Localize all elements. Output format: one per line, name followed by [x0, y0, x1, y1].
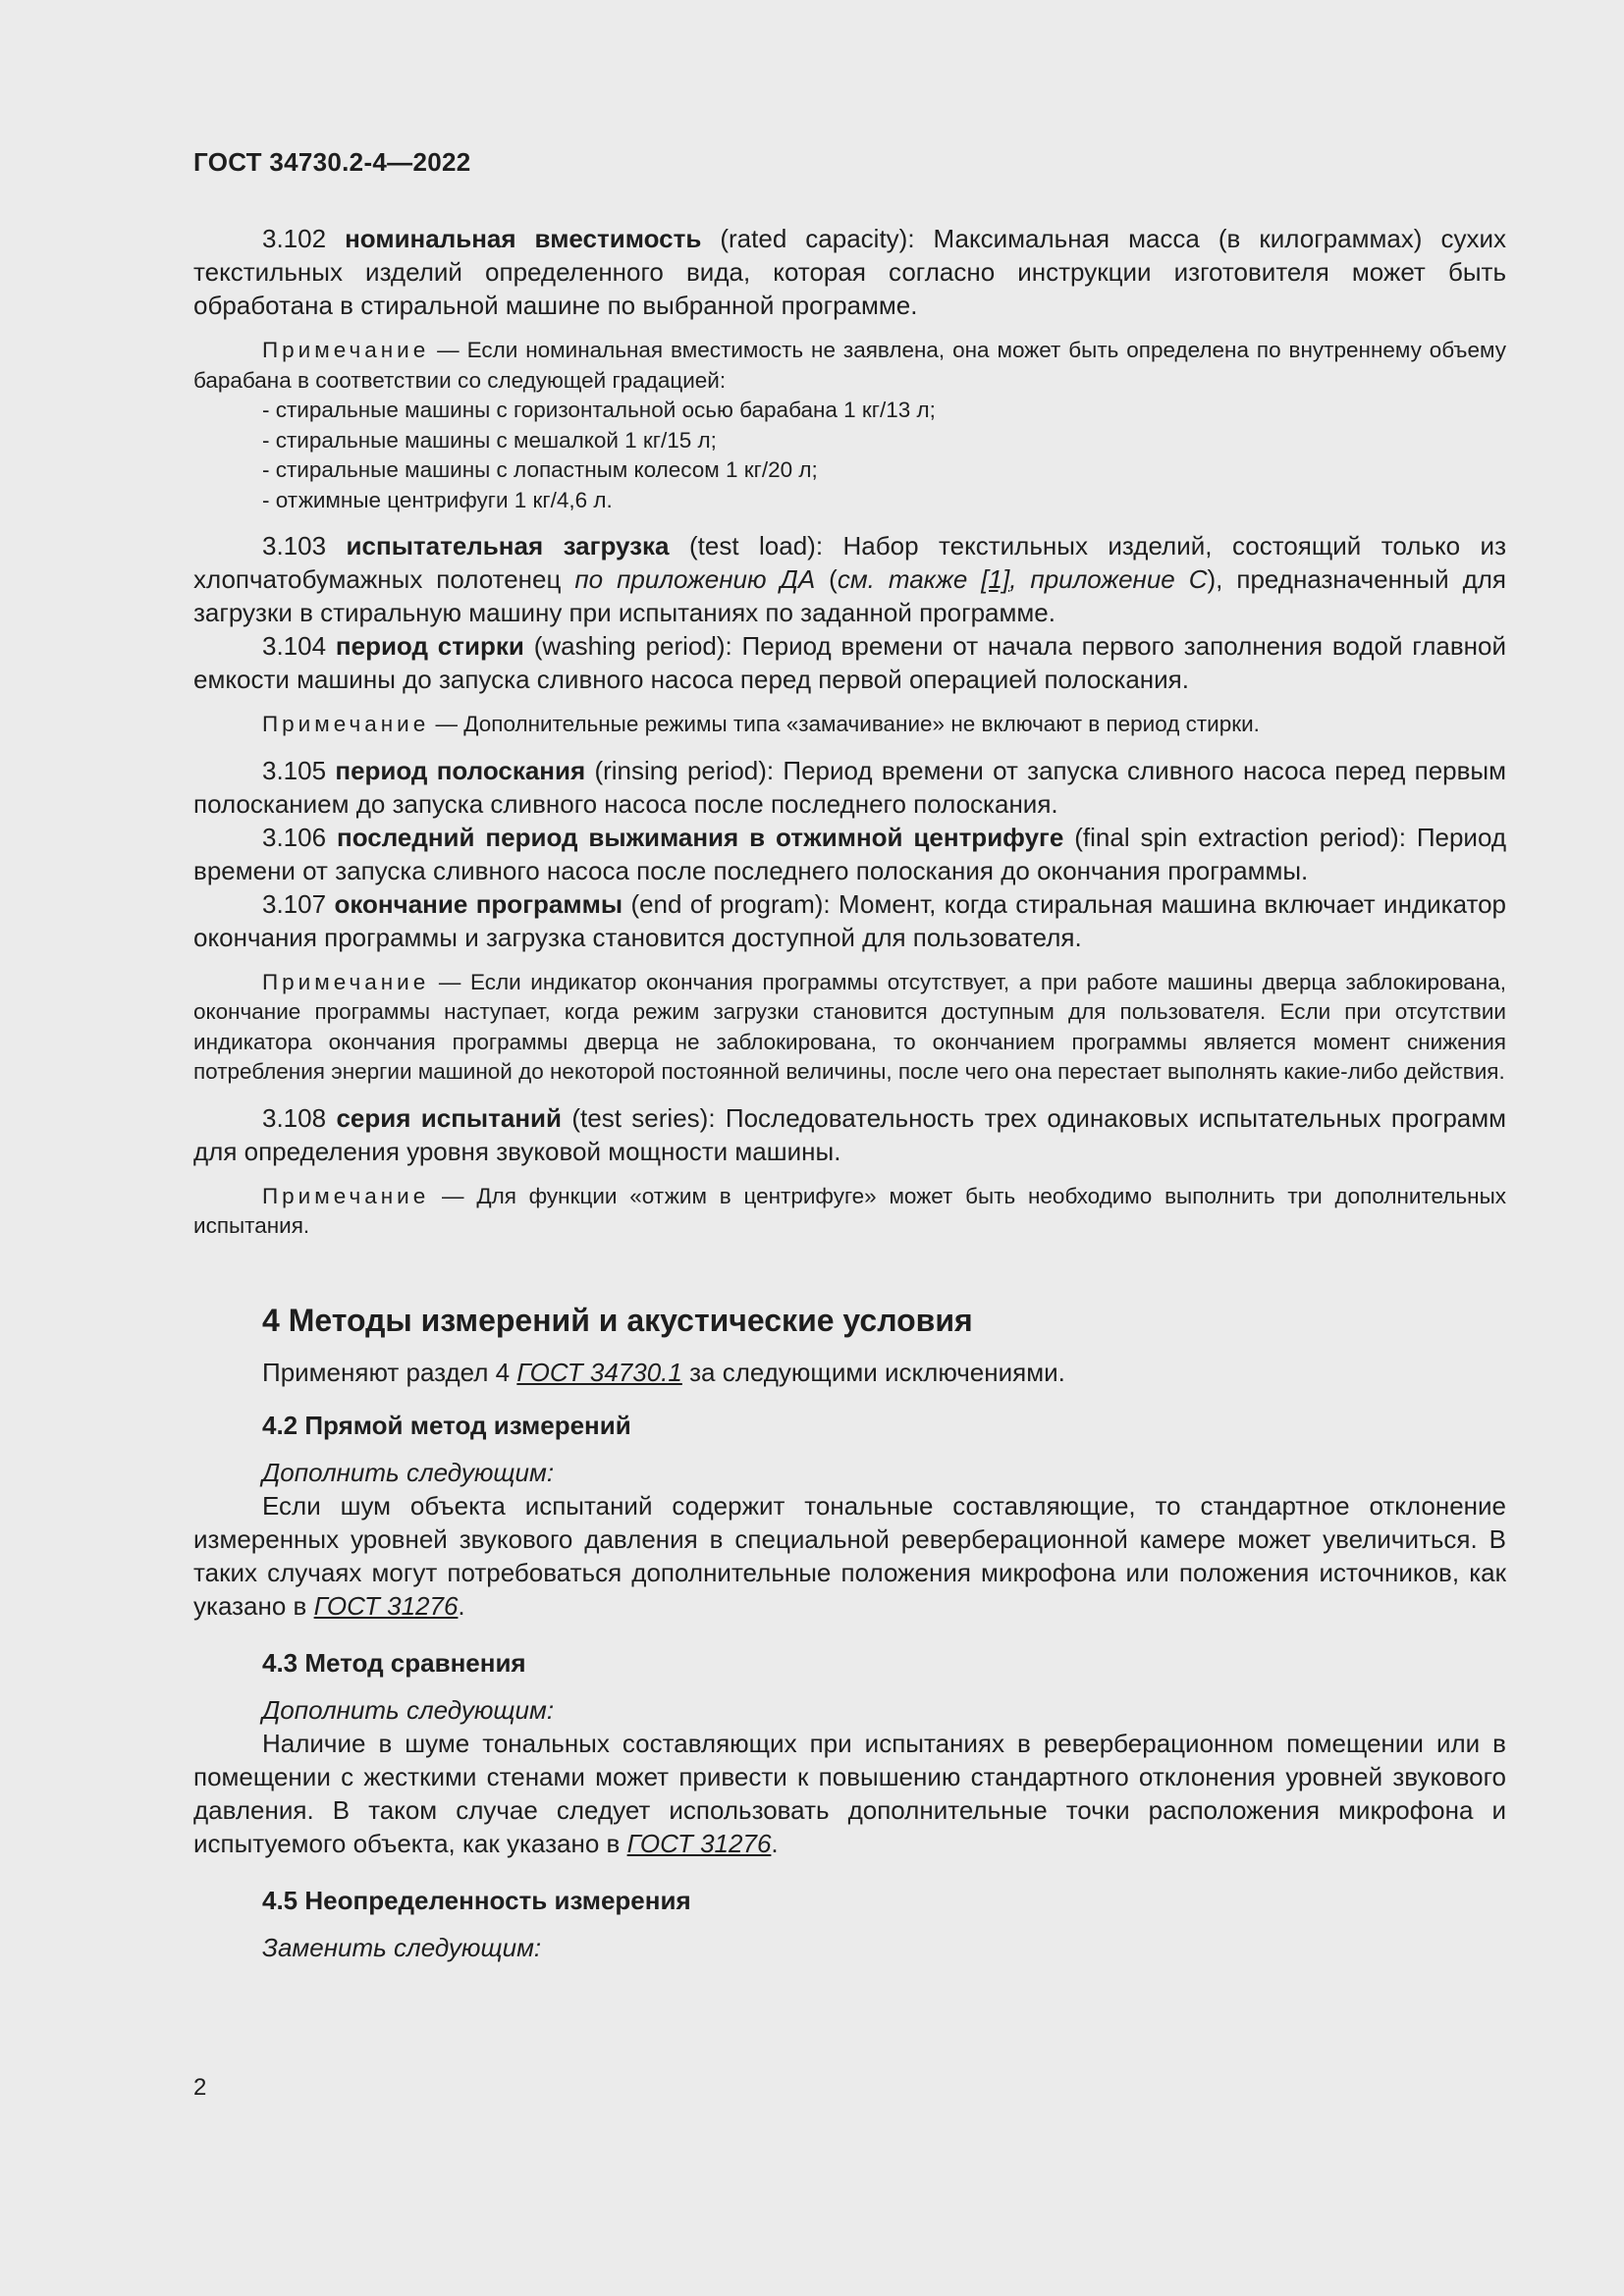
- note-text: Если номинальная вместимость не заявлена, она может быть определена по внутреннему объему барабана в соответствии со следующей градацией:: [193, 338, 1506, 393]
- note-label: Примечание: [262, 338, 430, 362]
- term-definition: (end of program): Момент, когда стиральная машина включает индикатор окончания программы и загрузка становится доступной для пользователя.: [193, 888, 1506, 952]
- term-definition: (rated capacity): Максимальная масса (в килограммах) сухих текстильных изделий определенного вида, которая согласно инструкции изготовителя может быть обработана в стиральной машине по выбранной программе.: [193, 224, 1506, 320]
- subsection-4-2-title: 4.2 Прямой метод измерений: [262, 1410, 631, 1440]
- note-label: Примечание: [262, 712, 430, 736]
- term-definition: (test load): Набор текстильных изделий, состоящий только из хлопчатобумажных полотенец: [193, 531, 1506, 594]
- gost-34730-1-link[interactable]: ГОСТ 34730.1: [516, 1357, 682, 1387]
- intro-text-end: за следующими исключениями.: [689, 1357, 1065, 1387]
- gost-31276-link[interactable]: ГОСТ 31276: [313, 1590, 459, 1621]
- subsection-4-5-title: 4.5 Неопределенность измерения: [262, 1885, 691, 1915]
- period: .: [771, 1828, 779, 1858]
- note-text: Дополнительные режимы типа «замачивание» не включают в период стирки.: [463, 712, 1260, 736]
- term-definition: (rinsing period): Период времени от запуска сливного насоса перед первым полосканием до запуска сливного насоса после последнего полоскания.: [193, 755, 1506, 819]
- term-3-106: [193, 821, 1506, 887]
- bibliography-link[interactable]: [1]: [981, 564, 1010, 594]
- note-dash: —: [429, 1183, 477, 1208]
- term-name: последний период выжимания в отжимной центрифуге: [337, 822, 1064, 852]
- paren-open: (: [829, 564, 838, 594]
- note-dash: —: [429, 969, 470, 994]
- document-header: ГОСТ 34730.2-4—2022: [193, 147, 471, 177]
- term-3-103: [193, 529, 1506, 629]
- see-also-text: см. также: [837, 564, 968, 594]
- period: .: [458, 1590, 465, 1621]
- term-name: серия испытаний: [336, 1102, 562, 1133]
- term-number: 3.108: [262, 1102, 327, 1133]
- list-item: - стиральные машины с мешалкой 1 кг/15 л;: [262, 427, 717, 453]
- intro-text: Применяют раздел 4: [262, 1357, 511, 1387]
- section-4-title: 4 Методы измерений и акустические условия: [262, 1302, 973, 1338]
- term-number: 3.103: [262, 531, 327, 561]
- note-label: Примечание: [262, 1183, 430, 1208]
- subsection-4-2-instruction: Дополнить следующим:: [262, 1457, 555, 1487]
- subsection-4-3-title: 4.3 Метод сравнения: [262, 1647, 526, 1678]
- term-number: 3.104: [262, 631, 327, 661]
- note-end-program: [193, 968, 1506, 1088]
- note-dash: —: [429, 712, 464, 736]
- term-definition-end: ), предназначенный для загрузки в стиральную машину при испытаниях по заданной программе.: [193, 564, 1506, 627]
- note-text: Для функции «отжим в центрифуге» может быть необходимо выполнить три дополнительных испытания.: [193, 1183, 1506, 1238]
- document-body: [193, 222, 1506, 1964]
- term-name: испытательная загрузка: [346, 531, 670, 561]
- term-number: 3.106: [262, 822, 327, 852]
- term-number: 3.107: [262, 888, 327, 919]
- term-name: период полоскания: [335, 755, 586, 785]
- annex-reference: по приложению ДА: [574, 564, 816, 594]
- page-number: 2: [193, 2074, 207, 2101]
- term-number: 3.105: [262, 755, 327, 785]
- term-definition: (washing period): Период времени от начала первого заполнения водой главной емкости машины до запуска сливного насоса перед первой операцией полоскания.: [193, 631, 1506, 694]
- list-item: - отжимные центрифуги 1 кг/4,6 л.: [262, 487, 613, 512]
- note-label: Примечание: [262, 969, 430, 994]
- subsection-4-3-text: [193, 1727, 1506, 1860]
- subsection-4-3-instruction: Дополнить следующим:: [262, 1694, 555, 1725]
- term-name: номинальная вместимость: [345, 224, 702, 253]
- term-3-107: [193, 887, 1506, 954]
- section-4-intro: [193, 1356, 1506, 1389]
- note-test-series: [193, 1182, 1506, 1242]
- term-3-105: [193, 754, 1506, 821]
- term-3-102: [193, 222, 1506, 322]
- note-capacity: [193, 336, 1506, 396]
- term-3-108: [193, 1101, 1506, 1168]
- term-3-104: [193, 629, 1506, 696]
- subsection-4-5-instruction: Заменить следующим:: [262, 1932, 542, 1962]
- term-name: период стирки: [335, 631, 524, 661]
- annex-c-reference: , приложение С: [1009, 564, 1208, 594]
- list-item: - стиральные машины с лопастным колесом 1 кг/20 л;: [262, 457, 818, 482]
- note-washing: [193, 710, 1506, 740]
- note-dash: —: [429, 338, 467, 362]
- gost-31276-link[interactable]: ГОСТ 31276: [626, 1828, 772, 1858]
- term-number: 3.102: [262, 224, 327, 253]
- paragraph-text: Наличие в шуме тональных составляющих при испытаниях в реверберационном помещении или в помещении с жесткими стенами может привести к повышению стандартного отклонения уровней звукового давления. В таком случае следует использовать дополнительные точки расположения микрофона и испытуемого объекта, как указано в: [193, 1728, 1506, 1858]
- term-definition: (test series): Последовательность трех одинаковых испытательных программ для определения уровня звуковой мощности машины.: [193, 1102, 1506, 1166]
- paragraph-text: Если шум объекта испытаний содержит тональные составляющие, то стандартное отклонение измеренных уровней звукового давления в специальной реверберационной камере может увеличиться. В таких случаях могут потребоваться дополнительные положения микрофона или положения источников, как указано в: [193, 1490, 1506, 1621]
- list-item: - стиральные машины с горизонтальной осью барабана 1 кг/13 л;: [262, 398, 936, 422]
- note-text: Если индикатор окончания программы отсутствует, а при работе машины дверца заблокирована, окончание программы наступает, когда режим загрузки становится доступным для пользователя. Если при отсутствии индикатора окончания программы дверца не заблокирована, то окончанием программы является момент снижения потребления энергии машиной до некоторой постоянной величины, после чего она перестает выполнять какие-либо действия.: [193, 969, 1506, 1084]
- term-name: окончание программы: [334, 888, 623, 919]
- term-definition: (final spin extraction period): Период времени от запуска сливного насоса после последнего полоскания до окончания программы.: [193, 822, 1507, 885]
- subsection-4-2-text: [193, 1489, 1506, 1623]
